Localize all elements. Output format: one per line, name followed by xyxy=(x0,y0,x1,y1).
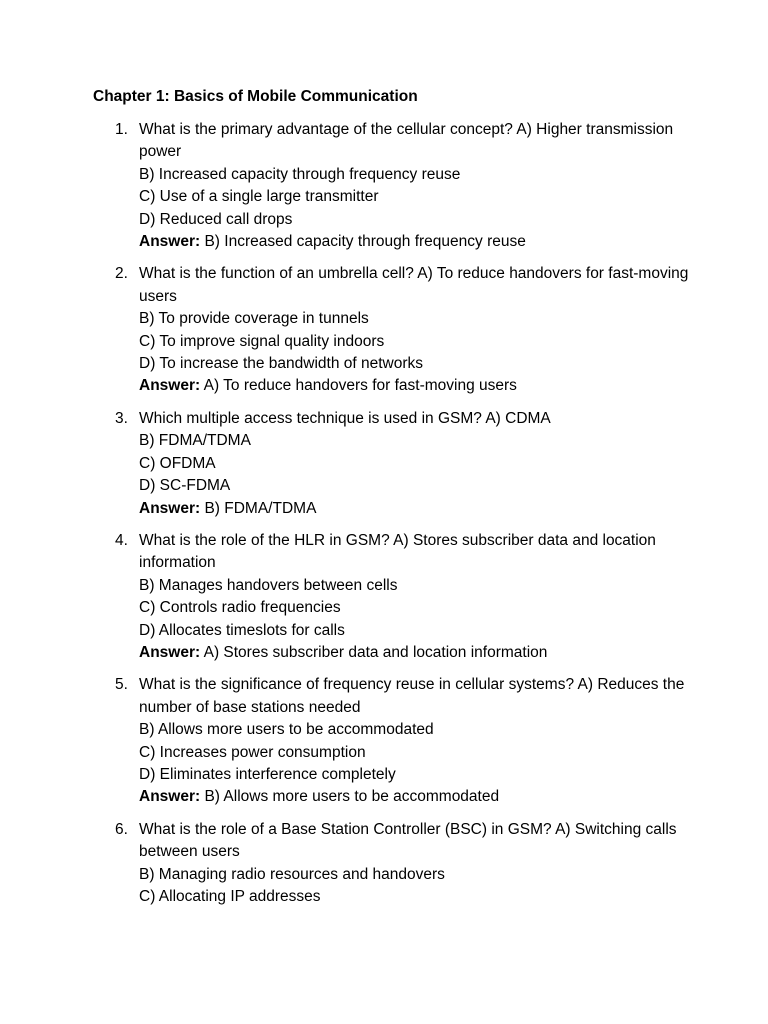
question-list xyxy=(93,119,693,918)
question-item xyxy=(93,819,693,909)
answer-text: B) FDMA/TDMA xyxy=(204,499,317,517)
question-number: 4. xyxy=(115,531,128,549)
answer-line xyxy=(139,642,693,664)
option-c: C) OFDMA xyxy=(139,454,216,472)
question-text: What is the significance of frequency reuse in cellular systems? A) Reduces the number of base stations needed xyxy=(139,676,685,716)
answer-label: Answer: xyxy=(139,788,201,806)
option-b: B) Increased capacity through frequency reuse xyxy=(139,165,461,183)
answer-line xyxy=(139,231,693,253)
question-text: What is the role of a Base Station Controller (BSC) in GSM? A) Switching calls between users xyxy=(139,820,677,861)
answer-line xyxy=(139,498,693,520)
question-number: 1. xyxy=(115,121,128,138)
question-text: What is the function of an umbrella cell? A) To reduce handovers for fast-moving users xyxy=(139,265,689,305)
answer-text: A) To reduce handovers for fast-moving users xyxy=(203,377,517,395)
answer-label: Answer: xyxy=(139,233,201,251)
question-text: Which multiple access technique is used in GSM? A) CDMA xyxy=(139,409,551,427)
answer-line xyxy=(139,786,693,808)
option-d: D) Reduced call drops xyxy=(139,210,293,228)
question-item xyxy=(93,119,693,253)
option-c: C) Allocating IP addresses xyxy=(139,888,321,905)
option-b: B) Managing radio resources and handovers xyxy=(139,865,445,883)
chapter-heading: Chapter 1: Basics of Mobile Communication xyxy=(93,88,418,105)
option-d: D) Allocates timeslots for calls xyxy=(139,621,345,639)
option-b: B) Manages handovers between cells xyxy=(139,576,398,594)
option-d: D) SC-FDMA xyxy=(139,477,231,495)
question-item xyxy=(93,263,693,397)
question-text: What is the primary advantage of the cellular concept? A) Higher transmission power xyxy=(139,121,674,161)
answer-text: A) Stores subscriber data and location information xyxy=(203,643,548,661)
answer-label: Answer: xyxy=(139,643,201,661)
question-item xyxy=(93,408,693,520)
answer-text: B) Allows more users to be accommodated xyxy=(204,788,500,806)
option-d: D) Eliminates interference completely xyxy=(139,765,396,783)
question-number: 5. xyxy=(115,676,128,694)
option-d: D) To increase the bandwidth of networks xyxy=(139,355,424,373)
option-c: C) Controls radio frequencies xyxy=(139,599,341,617)
option-b: B) To provide coverage in tunnels xyxy=(139,310,369,328)
option-c: C) To improve signal quality indoors xyxy=(139,332,385,350)
question-number: 6. xyxy=(115,820,128,838)
option-b: B) FDMA/TDMA xyxy=(139,432,251,450)
question-text: What is the role of the HLR in GSM? A) Stores subscriber data and location information xyxy=(139,531,656,572)
answer-label: Answer: xyxy=(139,499,201,517)
option-c: C) Increases power consumption xyxy=(139,743,366,761)
question-number: 2. xyxy=(115,265,128,283)
answer-line xyxy=(139,375,693,397)
option-b: B) Allows more users to be accommodated xyxy=(139,721,434,739)
answer-text: B) Increased capacity through frequency reuse xyxy=(204,233,526,251)
question-item xyxy=(93,674,693,808)
answer-label: Answer: xyxy=(139,377,201,395)
option-c: C) Use of a single large transmitter xyxy=(139,188,379,206)
question-item xyxy=(93,530,693,664)
question-number: 3. xyxy=(115,409,128,427)
